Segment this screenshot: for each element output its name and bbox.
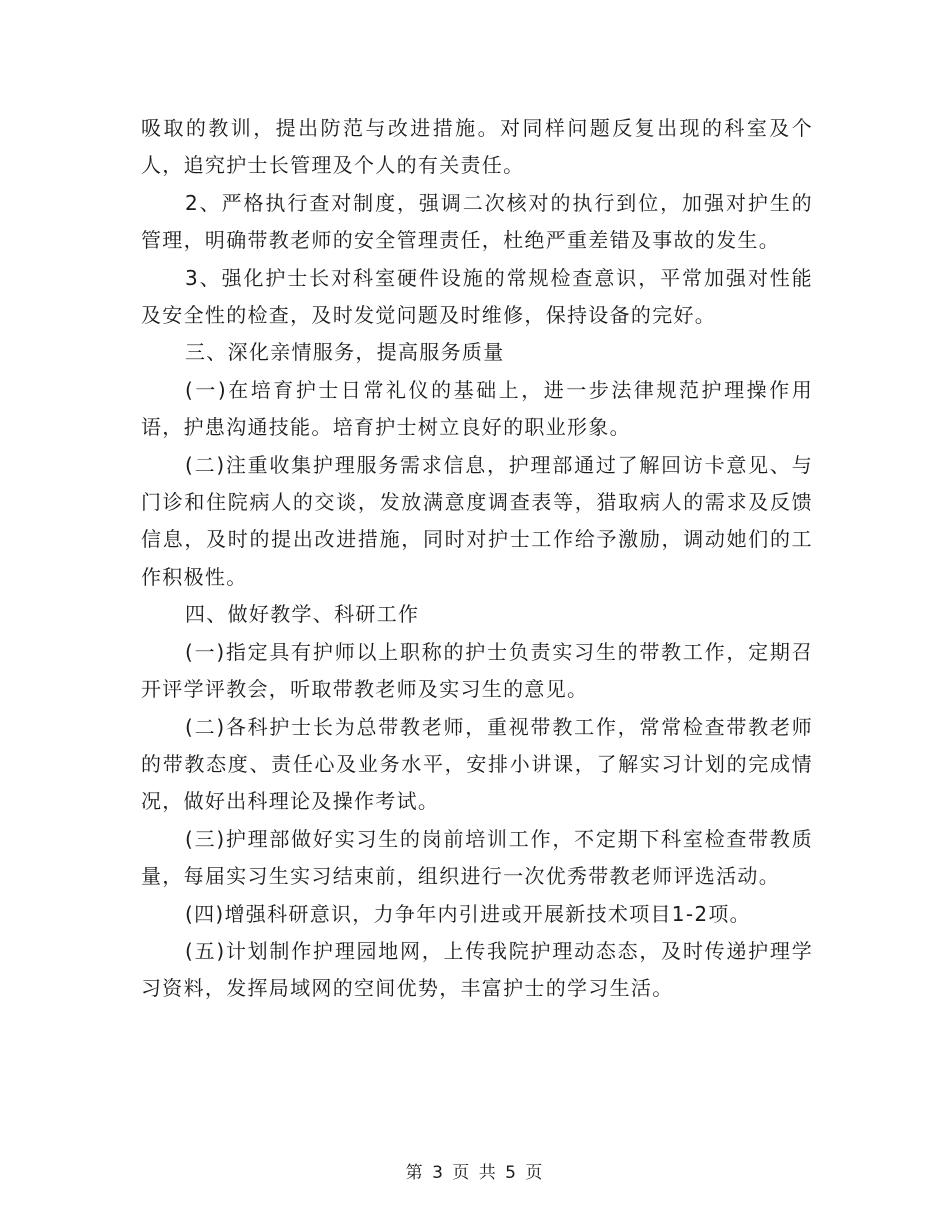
paragraph-11: (四)增强科研意识，力争年内引进或开展新技术项目1-2项。	[185, 901, 751, 926]
paragraph-10: (三)护理部做好实习生的岗前培训工作，不定期下科室检查带教质量，每届实习生实习结束前，组织进行一次优秀带教老师评选活动。	[141, 826, 813, 889]
section-heading-3: 三、深化亲情服务，提高服务质量	[185, 340, 505, 365]
paragraph-6: (二)注重收集护理服务需求信息，护理部通过了解回访卡意见、与门诊和住院病人的交谈，发放满意度调查表等，猎取病人的需求及反馈信息，及时的提出改进措施，同时对护士工作给予激励，调动她们的工作积极性。	[141, 452, 813, 589]
section-heading-4: 四、做好教学、科研工作	[185, 602, 420, 627]
paragraph-1: 吸取的教训，提出防范与改进措施。对同样问题反复出现的科室及个人，追究护士长管理及个人的有关责任。	[141, 116, 813, 178]
paragraph-9: (二)各科护士长为总带教老师，重视带教工作，常常检查带教老师的带教态度、责任心及业务水平，安排小讲课，了解实习计划的完成情况，做好出科理论及操作考试。	[141, 714, 813, 814]
paragraph-5: (一)在培育护士日常礼仪的基础上，进一步法律规范护理操作用语，护患沟通技能。培育护士树立良好的职业形象。	[141, 377, 813, 440]
paragraph-3: 3、强化护士长对科室硬件设施的常规检查意识，平常加强对性能及安全性的检查，及时发觉问题及时维修，保持设备的完好。	[141, 265, 813, 328]
paragraph-8: (一)指定具有护师以上职称的护士负责实习生的带教工作，定期召开评学评教会，听取带教老师及实习生的意见。	[141, 639, 813, 702]
paragraph-2: 2、严格执行查对制度，强调二次核对的执行到位，加强对护生的管理，明确带教老师的安全管理责任，杜绝严重差错及事故的发生。	[141, 190, 813, 253]
document-body	[141, 110, 813, 1008]
page-number-footer: 第 3 页 共 5 页	[405, 1163, 545, 1183]
paragraph-12: (五)计划制作护理园地网，上传我院护理动态态，及时传递护理学习资料，发挥局域网的空间优势，丰富护士的学习生活。	[141, 938, 813, 1001]
